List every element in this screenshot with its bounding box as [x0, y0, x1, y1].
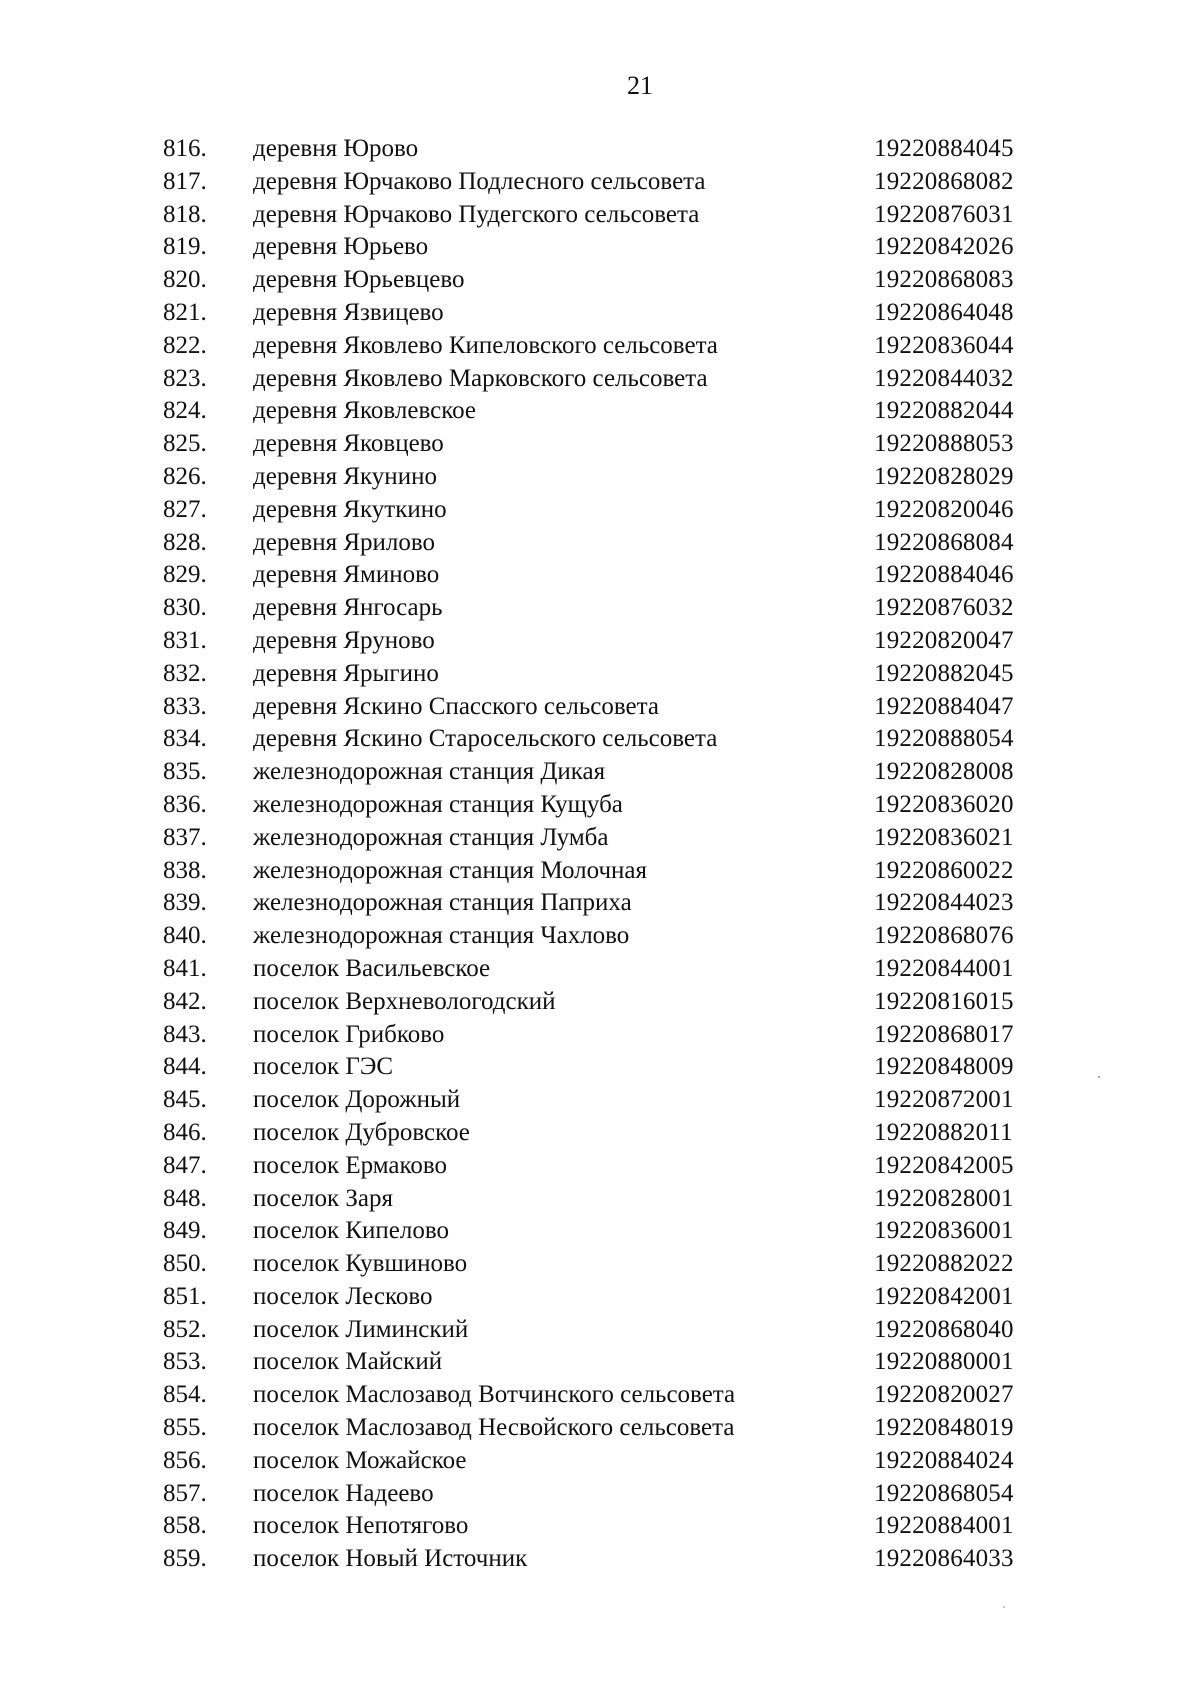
row-number: 841. [163, 954, 207, 982]
list-row [0, 789, 1200, 822]
oktmo-code: 19220868017 [874, 1020, 1014, 1048]
list-row [0, 723, 1200, 756]
row-number: 819. [163, 233, 207, 261]
oktmo-code: 19220842026 [874, 233, 1014, 261]
oktmo-code: 19220876032 [874, 594, 1014, 622]
list-row [0, 297, 1200, 330]
row-number: 831. [163, 626, 207, 654]
oktmo-code: 19220884045 [874, 135, 1014, 162]
row-number: 823. [163, 364, 207, 392]
row-number: 833. [163, 692, 207, 720]
settlement-name: железнодорожная станция Чахлово [253, 922, 630, 950]
row-number: 821. [163, 298, 207, 326]
oktmo-code: 19220876031 [874, 200, 1014, 228]
settlement-name: поселок Верхневологодский [253, 987, 556, 1015]
settlement-name: поселок Ермаково [253, 1151, 448, 1179]
settlement-name: деревня Якунино [253, 462, 437, 490]
row-number: 838. [163, 856, 207, 884]
settlement-name: деревня Яковлево Марковского сельсовета [253, 364, 708, 392]
settlement-name: деревня Юрьевцево [253, 266, 465, 294]
oktmo-code: 19220880001 [874, 1348, 1014, 1376]
settlement-name: поселок Кувшиново [253, 1250, 468, 1278]
oktmo-code: 19220820027 [874, 1381, 1014, 1409]
settlement-name: деревня Юрчаково Пудегского сельсовета [253, 200, 700, 228]
list-row [0, 691, 1200, 724]
list-row [0, 1051, 1200, 1084]
settlement-name: поселок Кипелово [253, 1217, 450, 1245]
row-number: 859. [163, 1545, 207, 1573]
settlement-name: поселок Надеево [253, 1479, 434, 1507]
oktmo-code: 19220884024 [874, 1446, 1014, 1474]
row-number: 834. [163, 725, 207, 753]
settlement-name: поселок Дорожный [253, 1086, 461, 1114]
settlement-name: деревня Яскино Старосельского сельсовета [253, 725, 718, 753]
list-row [0, 1183, 1200, 1216]
row-number: 820. [163, 266, 207, 294]
row-number: 828. [163, 528, 207, 556]
oktmo-code: 19220884047 [874, 692, 1014, 720]
settlement-list [0, 133, 1200, 1576]
oktmo-code: 19220842001 [874, 1282, 1014, 1310]
settlement-name: деревня Юрьево [253, 233, 429, 261]
list-row [0, 264, 1200, 297]
oktmo-code: 19220844001 [874, 954, 1014, 982]
list-row [0, 1346, 1200, 1379]
settlement-name: деревня Янгосарь [253, 594, 443, 622]
row-number: 855. [163, 1414, 207, 1442]
row-number: 825. [163, 430, 207, 458]
list-row [0, 756, 1200, 789]
settlement-name: деревня Яковлевское [253, 397, 476, 425]
settlement-name: железнодорожная станция Молочная [253, 856, 648, 884]
settlement-name: поселок Заря [253, 1184, 393, 1212]
oktmo-code: 19220836001 [874, 1217, 1014, 1245]
settlement-name: деревня Якуткино [253, 495, 447, 523]
row-number: 836. [163, 790, 207, 818]
oktmo-code: 19220836044 [874, 331, 1014, 359]
oktmo-code: 19220882022 [874, 1250, 1014, 1278]
list-row [0, 822, 1200, 855]
oktmo-code: 19220842005 [874, 1151, 1014, 1179]
list-row [0, 1248, 1200, 1281]
row-number: 858. [163, 1512, 207, 1540]
oktmo-code: 19220848009 [874, 1053, 1014, 1081]
list-row [0, 559, 1200, 592]
row-number: 842. [163, 987, 207, 1015]
row-number: 843. [163, 1020, 207, 1048]
oktmo-code: 19220882044 [874, 397, 1014, 425]
settlement-name: железнодорожная станция Дикая [253, 758, 606, 786]
list-row [0, 1412, 1200, 1445]
list-row [0, 1510, 1200, 1543]
list-row [0, 1019, 1200, 1052]
list-row [0, 625, 1200, 658]
settlement-name: деревня Язвицево [253, 298, 444, 326]
scan-speck [1003, 1606, 1005, 1608]
oktmo-code: 19220836020 [874, 790, 1014, 818]
list-row [0, 330, 1200, 363]
list-row [0, 166, 1200, 199]
list-row [0, 658, 1200, 691]
row-number: 854. [163, 1381, 207, 1409]
scan-speck [1098, 1076, 1100, 1078]
row-number: 816. [163, 135, 207, 162]
list-row [0, 428, 1200, 461]
settlement-name: деревня Яминово [253, 561, 440, 589]
settlement-name: деревня Яковлево Кипеловского сельсовета [253, 331, 718, 359]
list-row [0, 363, 1200, 396]
settlement-name: деревня Яскино Спасского сельсовета [253, 692, 659, 720]
settlement-name: поселок Лесково [253, 1282, 433, 1310]
list-row [0, 1150, 1200, 1183]
oktmo-code: 19220868054 [874, 1479, 1014, 1507]
settlement-name: деревня Юрово [253, 135, 419, 162]
row-number: 832. [163, 659, 207, 687]
settlement-name: поселок Непотягово [253, 1512, 469, 1540]
row-number: 830. [163, 594, 207, 622]
row-number: 845. [163, 1086, 207, 1114]
row-number: 848. [163, 1184, 207, 1212]
list-row [0, 494, 1200, 527]
row-number: 839. [163, 889, 207, 917]
oktmo-code: 19220820047 [874, 626, 1014, 654]
list-row [0, 133, 1200, 166]
list-row [0, 1281, 1200, 1314]
oktmo-code: 19220836021 [874, 823, 1014, 851]
list-row [0, 953, 1200, 986]
settlement-name: поселок Можайское [253, 1446, 467, 1474]
row-number: 817. [163, 167, 207, 195]
oktmo-code: 19220884001 [874, 1512, 1014, 1540]
list-row [0, 1084, 1200, 1117]
list-row [0, 920, 1200, 953]
oktmo-code: 19220828029 [874, 462, 1014, 490]
row-number: 846. [163, 1118, 207, 1146]
list-row [0, 527, 1200, 560]
row-number: 851. [163, 1282, 207, 1310]
oktmo-code: 19220844032 [874, 364, 1014, 392]
settlement-name: поселок ГЭС [253, 1053, 394, 1081]
oktmo-code: 19220864033 [874, 1545, 1014, 1573]
list-row [0, 461, 1200, 494]
oktmo-code: 19220888054 [874, 725, 1014, 753]
settlement-name: поселок Лиминский [253, 1315, 469, 1343]
settlement-name: поселок Маслозавод Вотчинского сельсовета [253, 1381, 736, 1409]
list-row [0, 887, 1200, 920]
list-row [0, 1543, 1200, 1576]
list-row [0, 592, 1200, 625]
row-number: 829. [163, 561, 207, 589]
list-row [0, 1445, 1200, 1478]
row-number: 844. [163, 1053, 207, 1081]
row-number: 856. [163, 1446, 207, 1474]
row-number: 857. [163, 1479, 207, 1507]
oktmo-code: 19220888053 [874, 430, 1014, 458]
oktmo-code: 19220868084 [874, 528, 1014, 556]
settlement-name: деревня Ярилово [253, 528, 436, 556]
row-number: 840. [163, 922, 207, 950]
page-number: 21 [627, 71, 653, 100]
oktmo-code: 19220884046 [874, 561, 1014, 589]
row-number: 822. [163, 331, 207, 359]
list-row [0, 986, 1200, 1019]
settlement-name: поселок Васильевское [253, 954, 491, 982]
oktmo-code: 19220882011 [874, 1118, 1013, 1146]
oktmo-code: 19220868083 [874, 266, 1014, 294]
oktmo-code: 19220828001 [874, 1184, 1014, 1212]
settlement-name: поселок Дубровское [253, 1118, 470, 1146]
list-row [0, 1478, 1200, 1511]
list-row [0, 1117, 1200, 1150]
settlement-name: поселок Новый Источник [253, 1545, 528, 1573]
row-number: 835. [163, 758, 207, 786]
list-row [0, 1379, 1200, 1412]
settlement-name: деревня Юрчаково Подлесного сельсовета [253, 167, 706, 195]
list-row [0, 231, 1200, 264]
oktmo-code: 19220816015 [874, 987, 1014, 1015]
row-number: 837. [163, 823, 207, 851]
list-row [0, 199, 1200, 232]
oktmo-code: 19220828008 [874, 758, 1014, 786]
list-row [0, 1215, 1200, 1248]
oktmo-code: 19220820046 [874, 495, 1014, 523]
settlement-name: поселок Грибково [253, 1020, 445, 1048]
oktmo-code: 19220868076 [874, 922, 1014, 950]
row-number: 850. [163, 1250, 207, 1278]
row-number: 827. [163, 495, 207, 523]
settlement-name: поселок Майский [253, 1348, 443, 1376]
row-number: 852. [163, 1315, 207, 1343]
oktmo-code: 19220882045 [874, 659, 1014, 687]
oktmo-code: 19220864048 [874, 298, 1014, 326]
oktmo-code: 19220868082 [874, 167, 1014, 195]
row-number: 849. [163, 1217, 207, 1245]
oktmo-code: 19220872001 [874, 1086, 1014, 1114]
row-number: 818. [163, 200, 207, 228]
row-number: 826. [163, 462, 207, 490]
settlement-name: железнодорожная станция Кущуба [253, 790, 623, 818]
list-row [0, 1314, 1200, 1347]
settlement-name: деревня Яруново [253, 626, 435, 654]
row-number: 824. [163, 397, 207, 425]
oktmo-code: 19220860022 [874, 856, 1014, 884]
oktmo-code: 19220844023 [874, 889, 1014, 917]
row-number: 847. [163, 1151, 207, 1179]
list-row [0, 395, 1200, 428]
settlement-name: деревня Ярыгино [253, 659, 439, 687]
list-row [0, 855, 1200, 888]
oktmo-code: 19220848019 [874, 1414, 1014, 1442]
settlement-name: железнодорожная станция Паприха [253, 889, 632, 917]
settlement-name: железнодорожная станция Лумба [253, 823, 609, 851]
row-number: 853. [163, 1348, 207, 1376]
settlement-name: деревня Яковцево [253, 430, 444, 458]
oktmo-code: 19220868040 [874, 1315, 1014, 1343]
settlement-name: поселок Маслозавод Несвойского сельсовета [253, 1414, 735, 1442]
